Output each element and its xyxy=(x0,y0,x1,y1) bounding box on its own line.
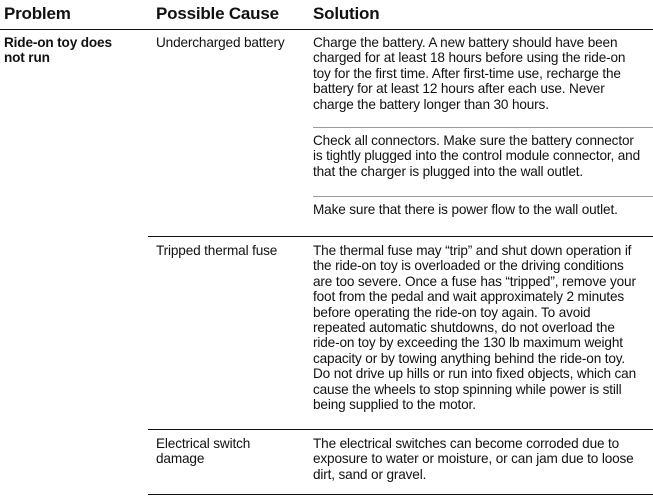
solution-thermal-fuse: The thermal fuse may “trip” and shut down operation if the ride-on toy is overloaded or the driving conditions are too severe. Once a fuse has “tripped”, remove your foot from the pedal and wait approximately 2 minutes before operating the ride-on toy again. To avoid repeated automatic shutdowns, do not overload the ride-on toy by exceeding the 130 lb maximum weight capacity or by towing anything behind the ride-on toy. Do not drive up hills or run into fixed objects, which can cause the wheels to stop spinning while power is still being supplied to the motor. xyxy=(313,243,637,413)
solution-divider xyxy=(313,196,653,197)
cause-divider xyxy=(148,429,653,430)
cause-electrical-switch-damage: Electrical switch damage xyxy=(156,436,251,467)
solution-charge-battery: Charge the battery. A new battery should have been charged for at least 18 hours before using the ride-on toy for the first time. After first-time use, recharge the battery for at least 12 hours after each use. Never charge the battery longer than 30 hours. xyxy=(313,35,626,112)
header-rule xyxy=(0,29,653,30)
problem-cell: Ride-on toy does not run xyxy=(4,35,112,66)
header-problem: Problem xyxy=(4,4,71,23)
solution-divider xyxy=(313,127,653,128)
header-solution: Solution xyxy=(313,4,380,23)
table-bottom-rule xyxy=(148,494,653,495)
cause-undercharged-battery: Undercharged battery xyxy=(156,35,285,50)
cause-tripped-thermal-fuse: Tripped thermal fuse xyxy=(156,243,278,258)
solution-electrical-switches: The electrical switches can become corroded due to exposure to water or moisture, or can jam due to loose dirt, sand or gravel. xyxy=(313,436,634,482)
cause-divider xyxy=(148,236,653,237)
solution-power-flow: Make sure that there is power flow to the wall outlet. xyxy=(313,202,618,217)
solution-check-connectors: Check all connectors. Make sure the battery connector is tightly plugged into the control module connector, and that the charger is plugged into the wall outlet. xyxy=(313,133,640,179)
header-possible-cause: Possible Cause xyxy=(156,4,279,23)
